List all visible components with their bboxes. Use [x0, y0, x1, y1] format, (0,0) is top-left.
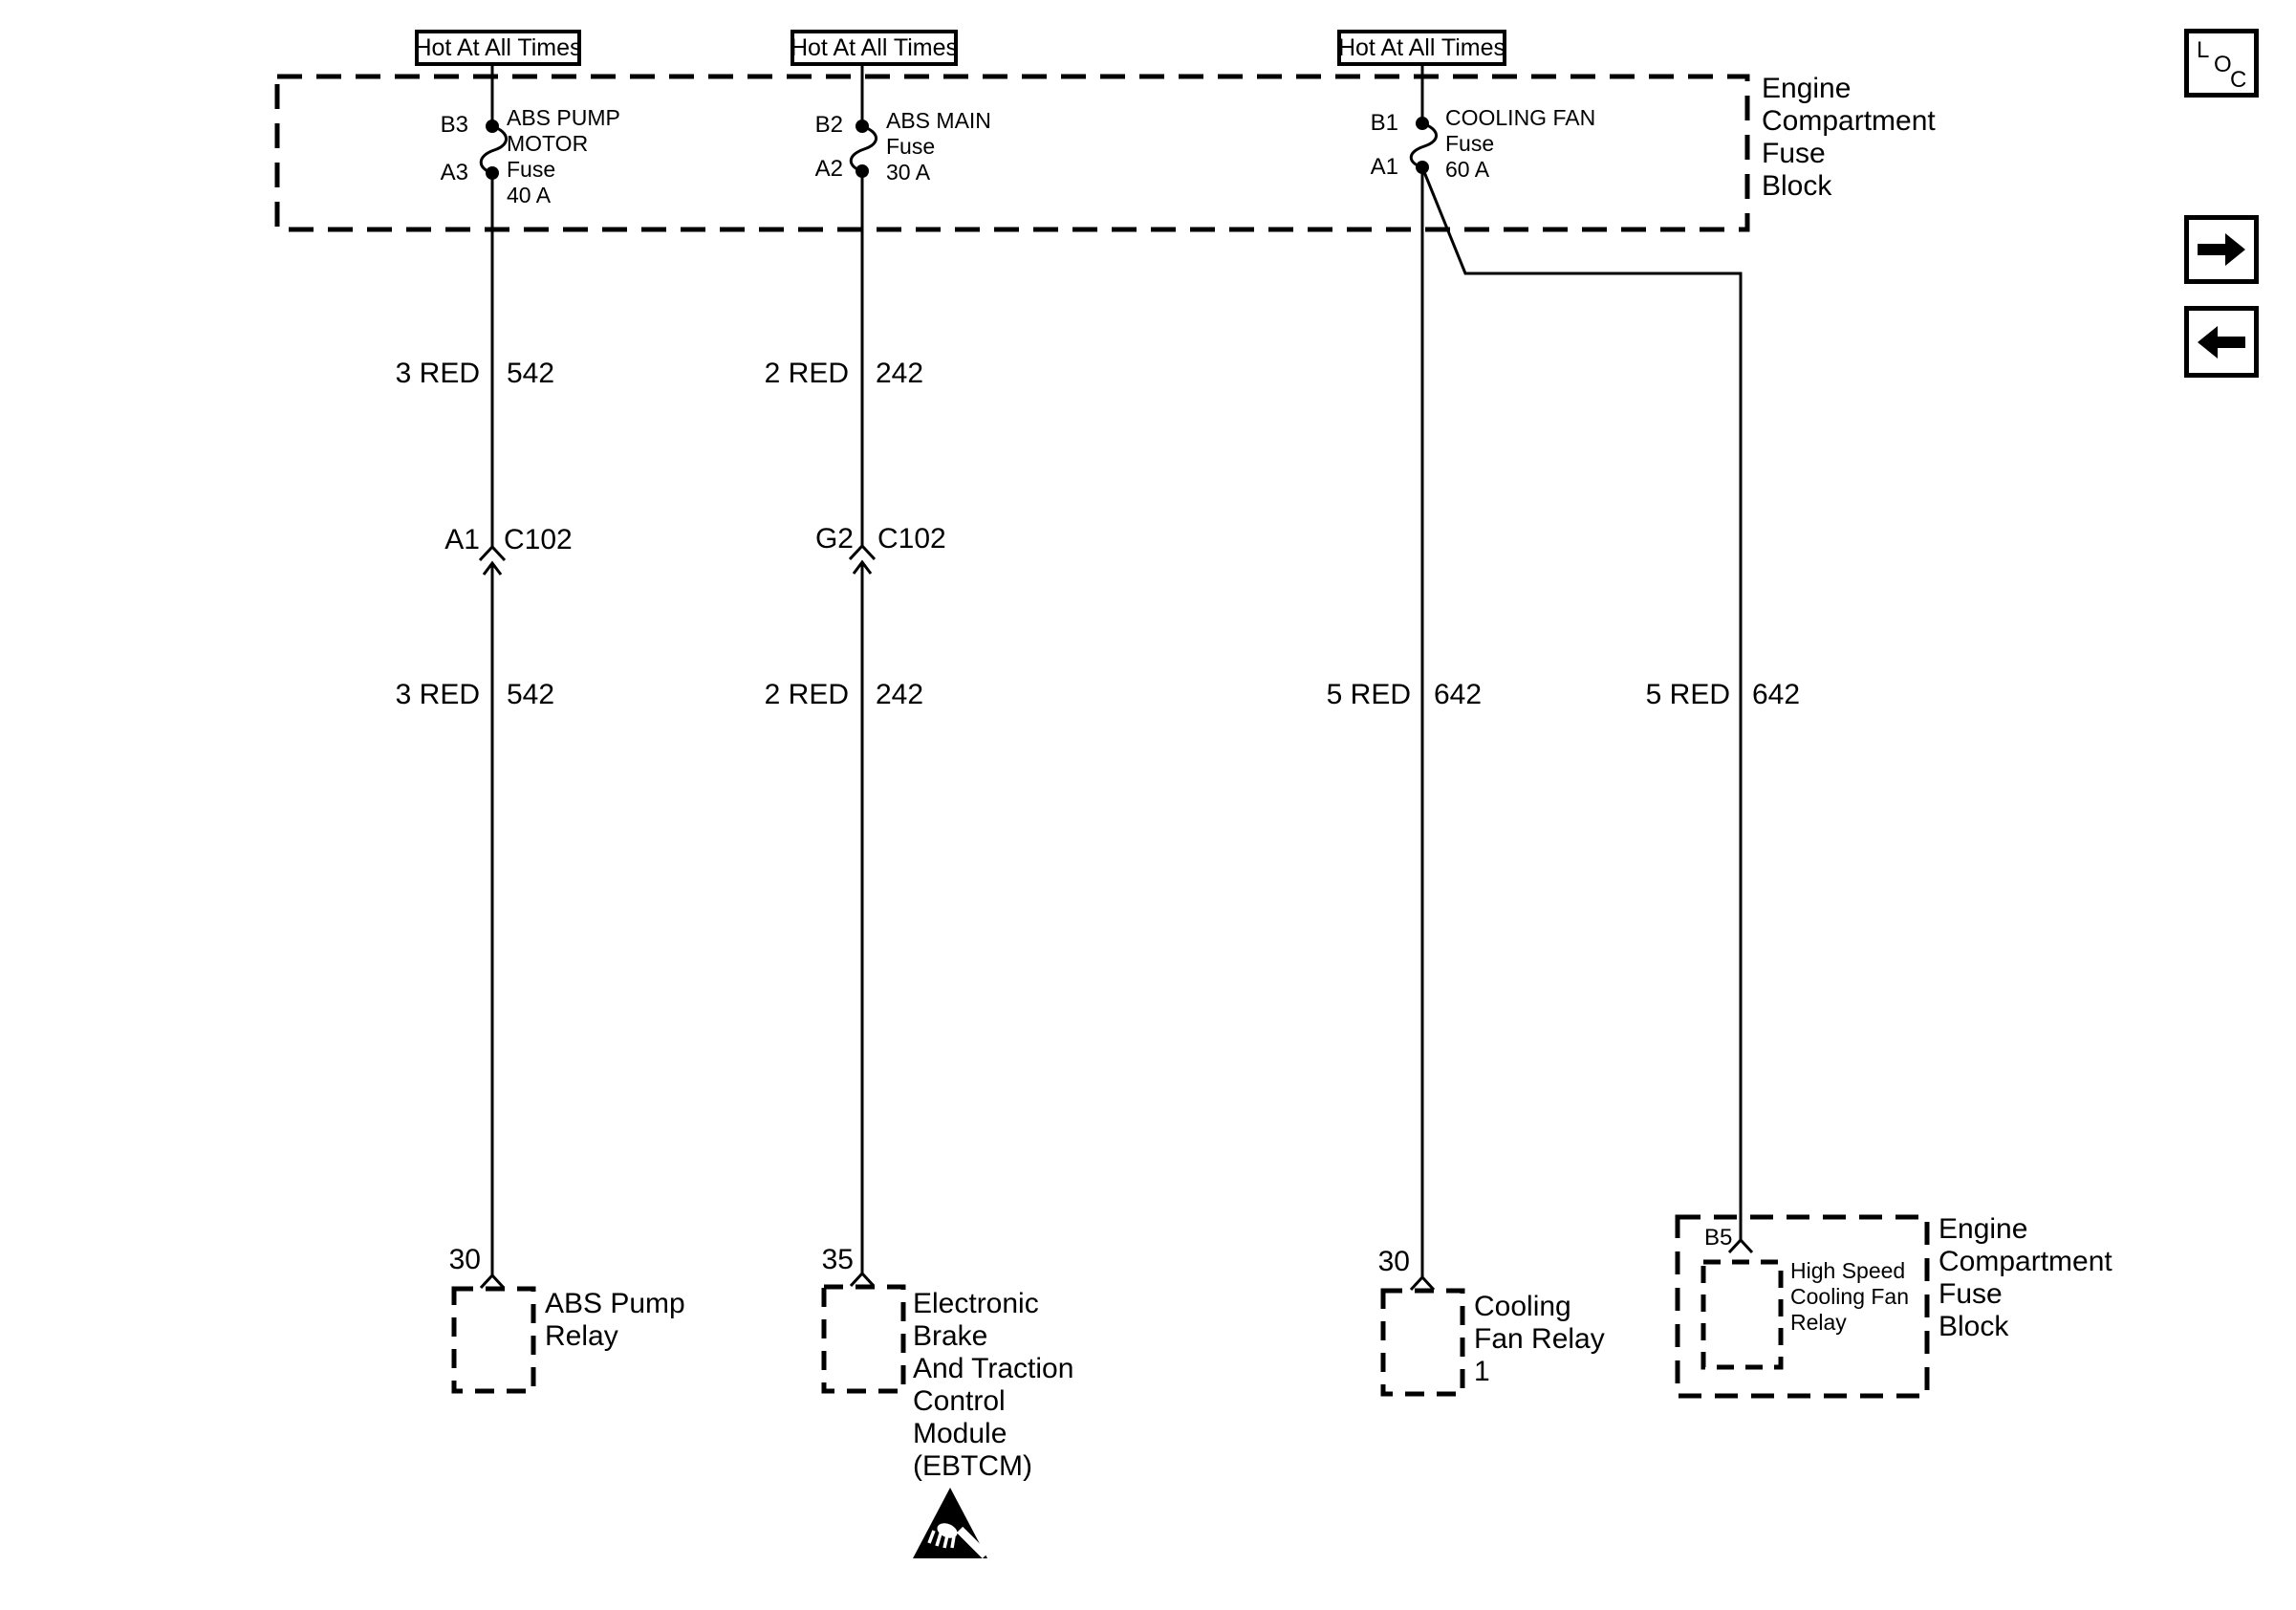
- fuse-terminal-dot: [1416, 117, 1429, 130]
- component-label-line: (EBTCM): [913, 1450, 1032, 1482]
- fuse-terminal-dot: [486, 120, 499, 133]
- component-label-line: Module: [913, 1418, 1007, 1449]
- terminal-chevron: [851, 1273, 874, 1286]
- component-pin-label: 35: [821, 1244, 854, 1275]
- component-label-line: Electronic: [913, 1288, 1039, 1319]
- terminal-chevron: [481, 1275, 504, 1288]
- fuse-label-line: ABS PUMP: [507, 105, 620, 130]
- component-pin-label: B5: [1704, 1225, 1733, 1251]
- abs-pump-relay-label: [545, 1288, 685, 1353]
- wire-circuit-label: 242: [876, 358, 924, 389]
- ebtcm-outline: [824, 1287, 903, 1391]
- component-label-line: 1: [1474, 1356, 1490, 1387]
- fuse-block-bottom-label: [1939, 1213, 2112, 1343]
- nav-forward-button[interactable]: [2184, 215, 2259, 284]
- loc-button[interactable]: [2184, 29, 2259, 98]
- terminal-chevron: [1729, 1240, 1752, 1252]
- fuse-block-label-line: Block: [1762, 170, 1832, 202]
- inline-connector-symbol: [480, 547, 505, 560]
- fuse-block-top-label: [1762, 73, 1936, 203]
- component-pin-label: 30: [1377, 1246, 1410, 1277]
- wire-circuit-label: 642: [1752, 679, 1801, 710]
- fuse-block-label-line: Engine: [1939, 1213, 2028, 1245]
- fuse-label-line: 30 A: [886, 160, 931, 185]
- wire-size-color-label: 2 RED: [764, 358, 849, 389]
- wire-circuit-label: 642: [1434, 679, 1483, 710]
- component-label-line: Cooling Fan: [1790, 1284, 1910, 1309]
- component-pin-label: 30: [448, 1244, 481, 1275]
- fuse-block-label-line: Fuse: [1762, 138, 1826, 169]
- terminal-chevron: [1411, 1277, 1434, 1290]
- cooling-fan-relay-1-outline: [1383, 1291, 1462, 1394]
- fuse-pin-b3: B3: [440, 112, 468, 138]
- component-label-line: Fan Relay: [1474, 1323, 1605, 1355]
- esd-warning-icon: [913, 1488, 987, 1558]
- fuse-label-line: ABS MAIN: [886, 108, 991, 133]
- fuse-label-line: Fuse: [886, 134, 936, 159]
- fuse-label-line: Fuse: [507, 157, 556, 182]
- fuse-abs-pump-motor-label: [507, 105, 620, 208]
- component-label-line: Relay: [545, 1320, 618, 1352]
- wire-size-color-label: 3 RED: [395, 679, 480, 710]
- right-arrow-icon: [2194, 227, 2249, 272]
- loc-letter-o: O: [2214, 52, 2232, 77]
- fuse-label-line: Fuse: [1445, 131, 1495, 156]
- loc-letter-l: L: [2197, 37, 2210, 63]
- fuse-label-line: COOLING FAN: [1445, 105, 1596, 130]
- fuse-abs-main-label: [886, 108, 991, 185]
- fuse-label-line: 60 A: [1445, 157, 1490, 182]
- connector-pin-label: A1: [444, 524, 480, 555]
- fuse-block-label-line: Compartment: [1939, 1246, 2112, 1277]
- component-label-line: ABS Pump: [545, 1288, 685, 1319]
- component-label-line: Control: [913, 1385, 1006, 1417]
- left-arrow-icon: [2194, 319, 2249, 365]
- wire-size-color-label: 5 RED: [1326, 679, 1411, 710]
- fuse-pin-a1: A1: [1370, 154, 1398, 180]
- wire-size-color-label: 3 RED: [395, 358, 480, 389]
- hot-label: Hot At All Times: [414, 33, 582, 61]
- nav-back-button[interactable]: [2184, 306, 2259, 378]
- component-label-line: Brake: [913, 1320, 988, 1352]
- component-label-line: High Speed: [1790, 1258, 1906, 1283]
- fuse-label-line: MOTOR: [507, 131, 589, 156]
- fuse-block-label-line: Block: [1939, 1311, 2009, 1342]
- cooling-fan-relay-1-label: [1474, 1291, 1605, 1388]
- fuse-block-label-line: Engine: [1762, 73, 1852, 104]
- fuse-pin-a3: A3: [440, 160, 468, 185]
- wire-circuit-label: 242: [876, 679, 924, 710]
- connector-pin-label: G2: [814, 523, 854, 555]
- high-speed-cooling-fan-relay-label: [1790, 1258, 1909, 1336]
- connector-id-label: C102: [877, 523, 946, 555]
- fuse-block-label-line: Fuse: [1939, 1278, 2003, 1310]
- ebtcm-label: [913, 1288, 1073, 1483]
- fuse-pin-a2: A2: [814, 156, 843, 182]
- component-label-line: Cooling: [1474, 1291, 1571, 1322]
- loc-letter-c: C: [2230, 67, 2247, 93]
- hot-at-all-times-box-2: [791, 30, 958, 66]
- wire-size-color-label: 2 RED: [764, 679, 849, 710]
- fuse-block-label-line: Compartment: [1762, 105, 1936, 137]
- hot-label: Hot At All Times: [1337, 33, 1506, 61]
- high-speed-cooling-fan-relay-outline: [1703, 1262, 1781, 1367]
- hot-at-all-times-box-3: [1337, 30, 1506, 66]
- fuse-terminal-dot: [856, 120, 869, 133]
- hot-at-all-times-box-1: [415, 30, 581, 66]
- wire-cooling-fan-642: [1411, 66, 1752, 1290]
- hot-label: Hot At All Times: [790, 33, 959, 61]
- connector-id-label: C102: [504, 524, 573, 555]
- abs-pump-relay-outline: [454, 1289, 533, 1391]
- fuse-element-symbol: [1411, 123, 1436, 167]
- wire-abs-pump-542: [480, 66, 507, 1288]
- wire-size-color-label: 5 RED: [1645, 679, 1730, 710]
- fuse-element-symbol: [481, 126, 506, 173]
- fuse-pin-b2: B2: [814, 112, 843, 138]
- fuse-cooling-fan-label: [1445, 105, 1595, 183]
- fuse-element-symbol: [851, 126, 876, 171]
- wire-circuit-label: 542: [507, 358, 555, 389]
- component-label-line: And Traction: [913, 1353, 1074, 1384]
- component-label-line: Relay: [1790, 1310, 1847, 1335]
- wire-abs-main-242: [850, 66, 877, 1286]
- fuse-pin-b1: B1: [1370, 110, 1398, 136]
- wire-circuit-label: 542: [507, 679, 555, 710]
- fuse-label-line: 40 A: [507, 183, 552, 207]
